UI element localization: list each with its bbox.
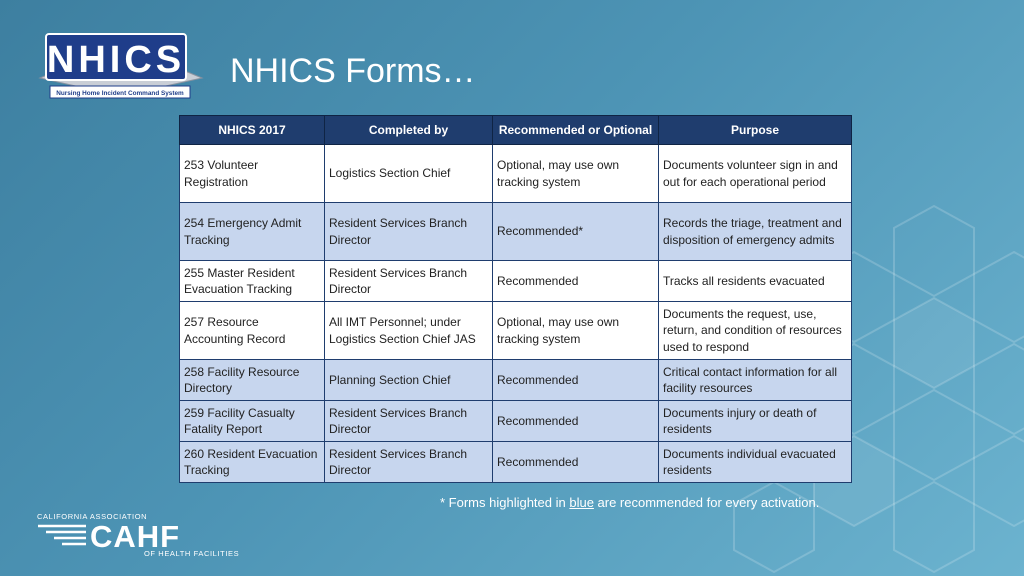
status-cell: Recommended — [493, 360, 659, 401]
status-cell: Optional, may use own tracking system — [493, 145, 659, 203]
cahf-logo-wordmark: CAHF — [90, 519, 181, 554]
form-cell: 255 Master Resident Evacuation Tracking — [180, 261, 325, 302]
status-cell: Recommended — [493, 261, 659, 302]
purpose-cell: Records the triage, treatment and disposition of emergency admits — [659, 203, 852, 261]
completed-by-cell: Resident Services Branch Director — [325, 401, 493, 442]
footnote — [440, 495, 819, 510]
purpose-cell: Documents volunteer sign in and out for each operational period — [659, 145, 852, 203]
purpose-cell: Documents the request, use, return, and condition of resources used to respond — [659, 302, 852, 360]
completed-by-cell: Resident Services Branch Director — [325, 203, 493, 261]
nhics-logo — [34, 30, 206, 102]
purpose-cell: Critical contact information for all facility resources — [659, 360, 852, 401]
column-header-completed-by: Completed by — [325, 116, 493, 145]
form-cell: 254 Emergency Admit Tracking — [180, 203, 325, 261]
form-cell: 257 Resource Accounting Record — [180, 302, 325, 360]
page-title: NHICS Forms… — [230, 52, 476, 90]
form-cell: 253 Volunteer Registration — [180, 145, 325, 203]
form-cell: 258 Facility Resource Directory — [180, 360, 325, 401]
cahf-logo — [34, 510, 246, 560]
table-header-row — [180, 116, 852, 145]
column-header-form: NHICS 2017 — [180, 116, 325, 145]
table-row — [180, 261, 852, 302]
form-cell: 260 Resident Evacuation Tracking — [180, 442, 325, 483]
status-cell: Optional, may use own tracking system — [493, 302, 659, 360]
nhics-forms-table — [179, 115, 852, 483]
table-row — [180, 442, 852, 483]
cahf-speed-lines-icon — [34, 524, 88, 548]
nhics-logo-tagline: Nursing Home Incident Command System — [56, 90, 184, 97]
purpose-cell: Tracks all residents evacuated — [659, 261, 852, 302]
table-row — [180, 203, 852, 261]
completed-by-cell: Planning Section Chief — [325, 360, 493, 401]
table-row — [180, 360, 852, 401]
column-header-status: Recommended or Optional — [493, 116, 659, 145]
completed-by-cell: Resident Services Branch Director — [325, 261, 493, 302]
column-header-purpose: Purpose — [659, 116, 852, 145]
table-row — [180, 401, 852, 442]
table-row — [180, 302, 852, 360]
purpose-cell: Documents individual evacuated residents — [659, 442, 852, 483]
cahf-logo-bottom-text: OF HEALTH FACILITIES — [144, 549, 240, 558]
completed-by-cell: Logistics Section Chief — [325, 145, 493, 203]
status-cell: Recommended* — [493, 203, 659, 261]
footnote-suffix: are recommended for every activation. — [593, 495, 820, 510]
completed-by-cell: All IMT Personnel; under Logistics Section Chief JAS — [325, 302, 493, 360]
table-row — [180, 145, 852, 203]
form-cell: 259 Facility Casualty Fatality Report — [180, 401, 325, 442]
cahf-logo-top-text: CALIFORNIA ASSOCIATION — [37, 512, 148, 521]
completed-by-cell: Resident Services Branch Director — [325, 442, 493, 483]
footnote-highlight-word: blue — [569, 495, 594, 510]
status-cell: Recommended — [493, 442, 659, 483]
purpose-cell: Documents injury or death of residents — [659, 401, 852, 442]
footnote-prefix: * Forms highlighted in — [440, 495, 570, 510]
nhics-logo-wordmark: NHICS — [46, 39, 186, 81]
status-cell: Recommended — [493, 401, 659, 442]
